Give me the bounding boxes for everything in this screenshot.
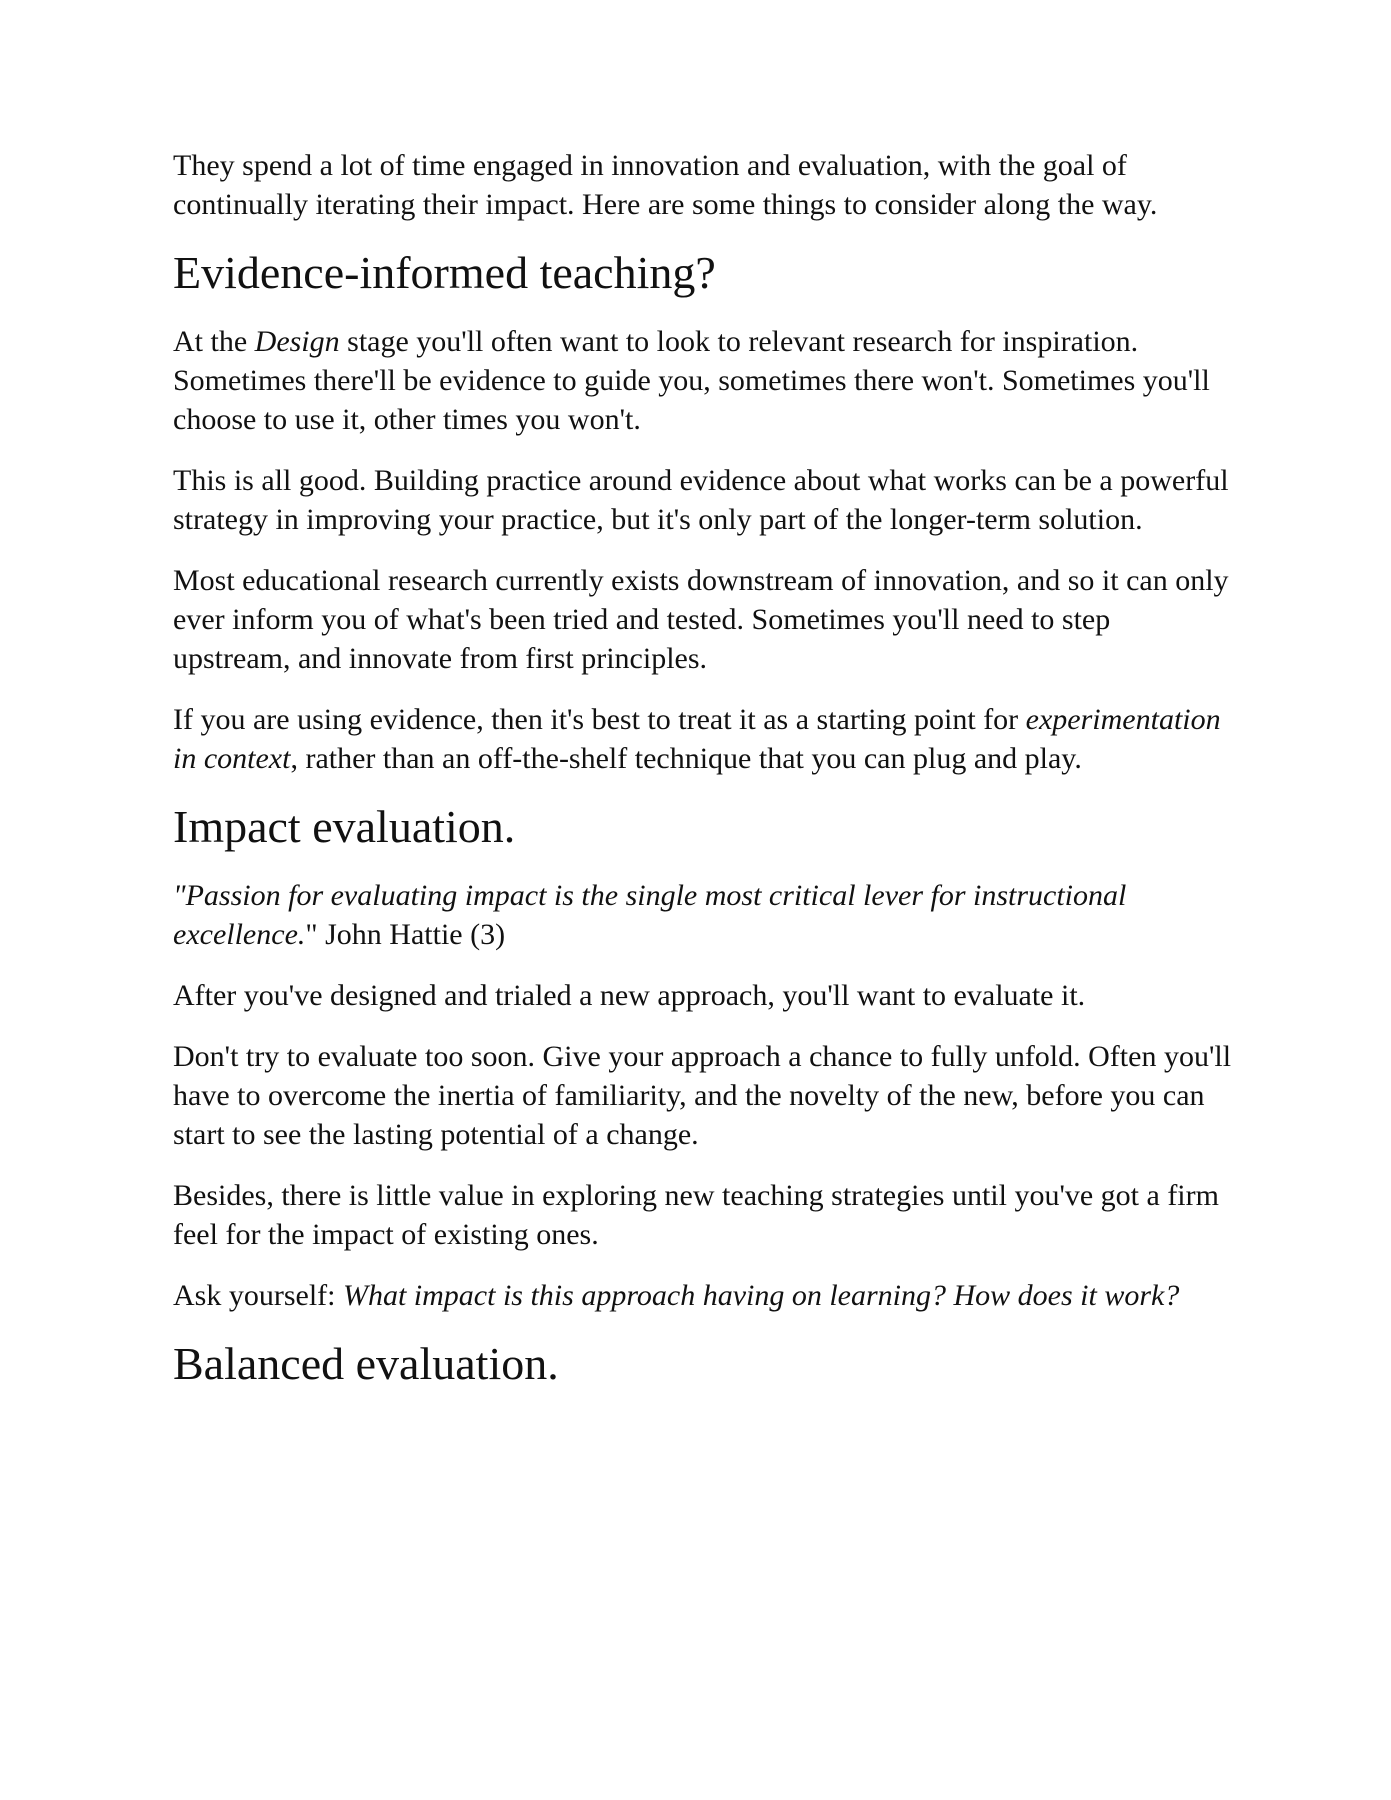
intro-paragraph: They spend a lot of time engaged in innovation and evaluation, with the goal of continually iterating their impact. Here are some things to consider along the way. (173, 149, 1158, 221)
quote-text: "Passion for evaluating impact is the single most critical lever for instructional excellence. (173, 879, 1127, 951)
emphasis-question: What impact is this approach having on learning? How does it work? (342, 1279, 1180, 1312)
text-segment: At the (173, 325, 255, 358)
heading-evidence-informed-teaching: Evidence-informed teaching? (173, 247, 716, 298)
quote-attribution: " John Hattie (3) (305, 918, 506, 951)
paragraph-design-stage (173, 322, 1233, 439)
emphasis-experimentation: experimentation in context (173, 703, 1221, 775)
document-page (173, 146, 1233, 1413)
heading-impact-evaluation: Impact evaluation. (173, 801, 516, 852)
paragraph-research-downstream: Most educational research currently exists downstream of innovation, and so it can only ever inform you of what's been tried and tested. Sometimes you'll need to step upstream, and innovate from first principles. (173, 564, 1229, 675)
text-segment: Ask yourself: (173, 1279, 343, 1312)
paragraph-evaluate-it: After you've designed and trialed a new approach, you'll want to evaluate it. (173, 979, 1086, 1012)
paragraph-all-good: This is all good. Building practice around evidence about what works can be a powerful strategy in improving your practice, but it's only part of the longer-term solution. (173, 464, 1229, 536)
text-segment: stage you'll often want to look to relevant research for inspiration. Sometimes there'll be evidence to guide you, sometimes there won't. Sometimes you'll choose to use it, other times you won't. (173, 325, 1210, 436)
paragraph-using-evidence (173, 700, 1233, 778)
paragraph-besides: Besides, there is little value in exploring new teaching strategies until you've got a firm feel for the impact of existing ones. (173, 1179, 1219, 1251)
heading-balanced-evaluation: Balanced evaluation. (173, 1338, 559, 1389)
text-segment: If you are using evidence, then it's best to treat it as a starting point for (173, 703, 1026, 736)
emphasis-design: Design (254, 325, 340, 358)
text-segment: , rather than an off-the-shelf technique that you can plug and play. (290, 742, 1082, 775)
paragraph-dont-evaluate-too-soon: Don't try to evaluate too soon. Give your approach a chance to fully unfold. Often you'll have to overcome the inertia of familiarity, and the novelty of the new, before you can start to see the lasting potential of a change. (173, 1040, 1232, 1151)
paragraph-ask-yourself (173, 1276, 1233, 1315)
quote-hattie (173, 876, 1233, 954)
